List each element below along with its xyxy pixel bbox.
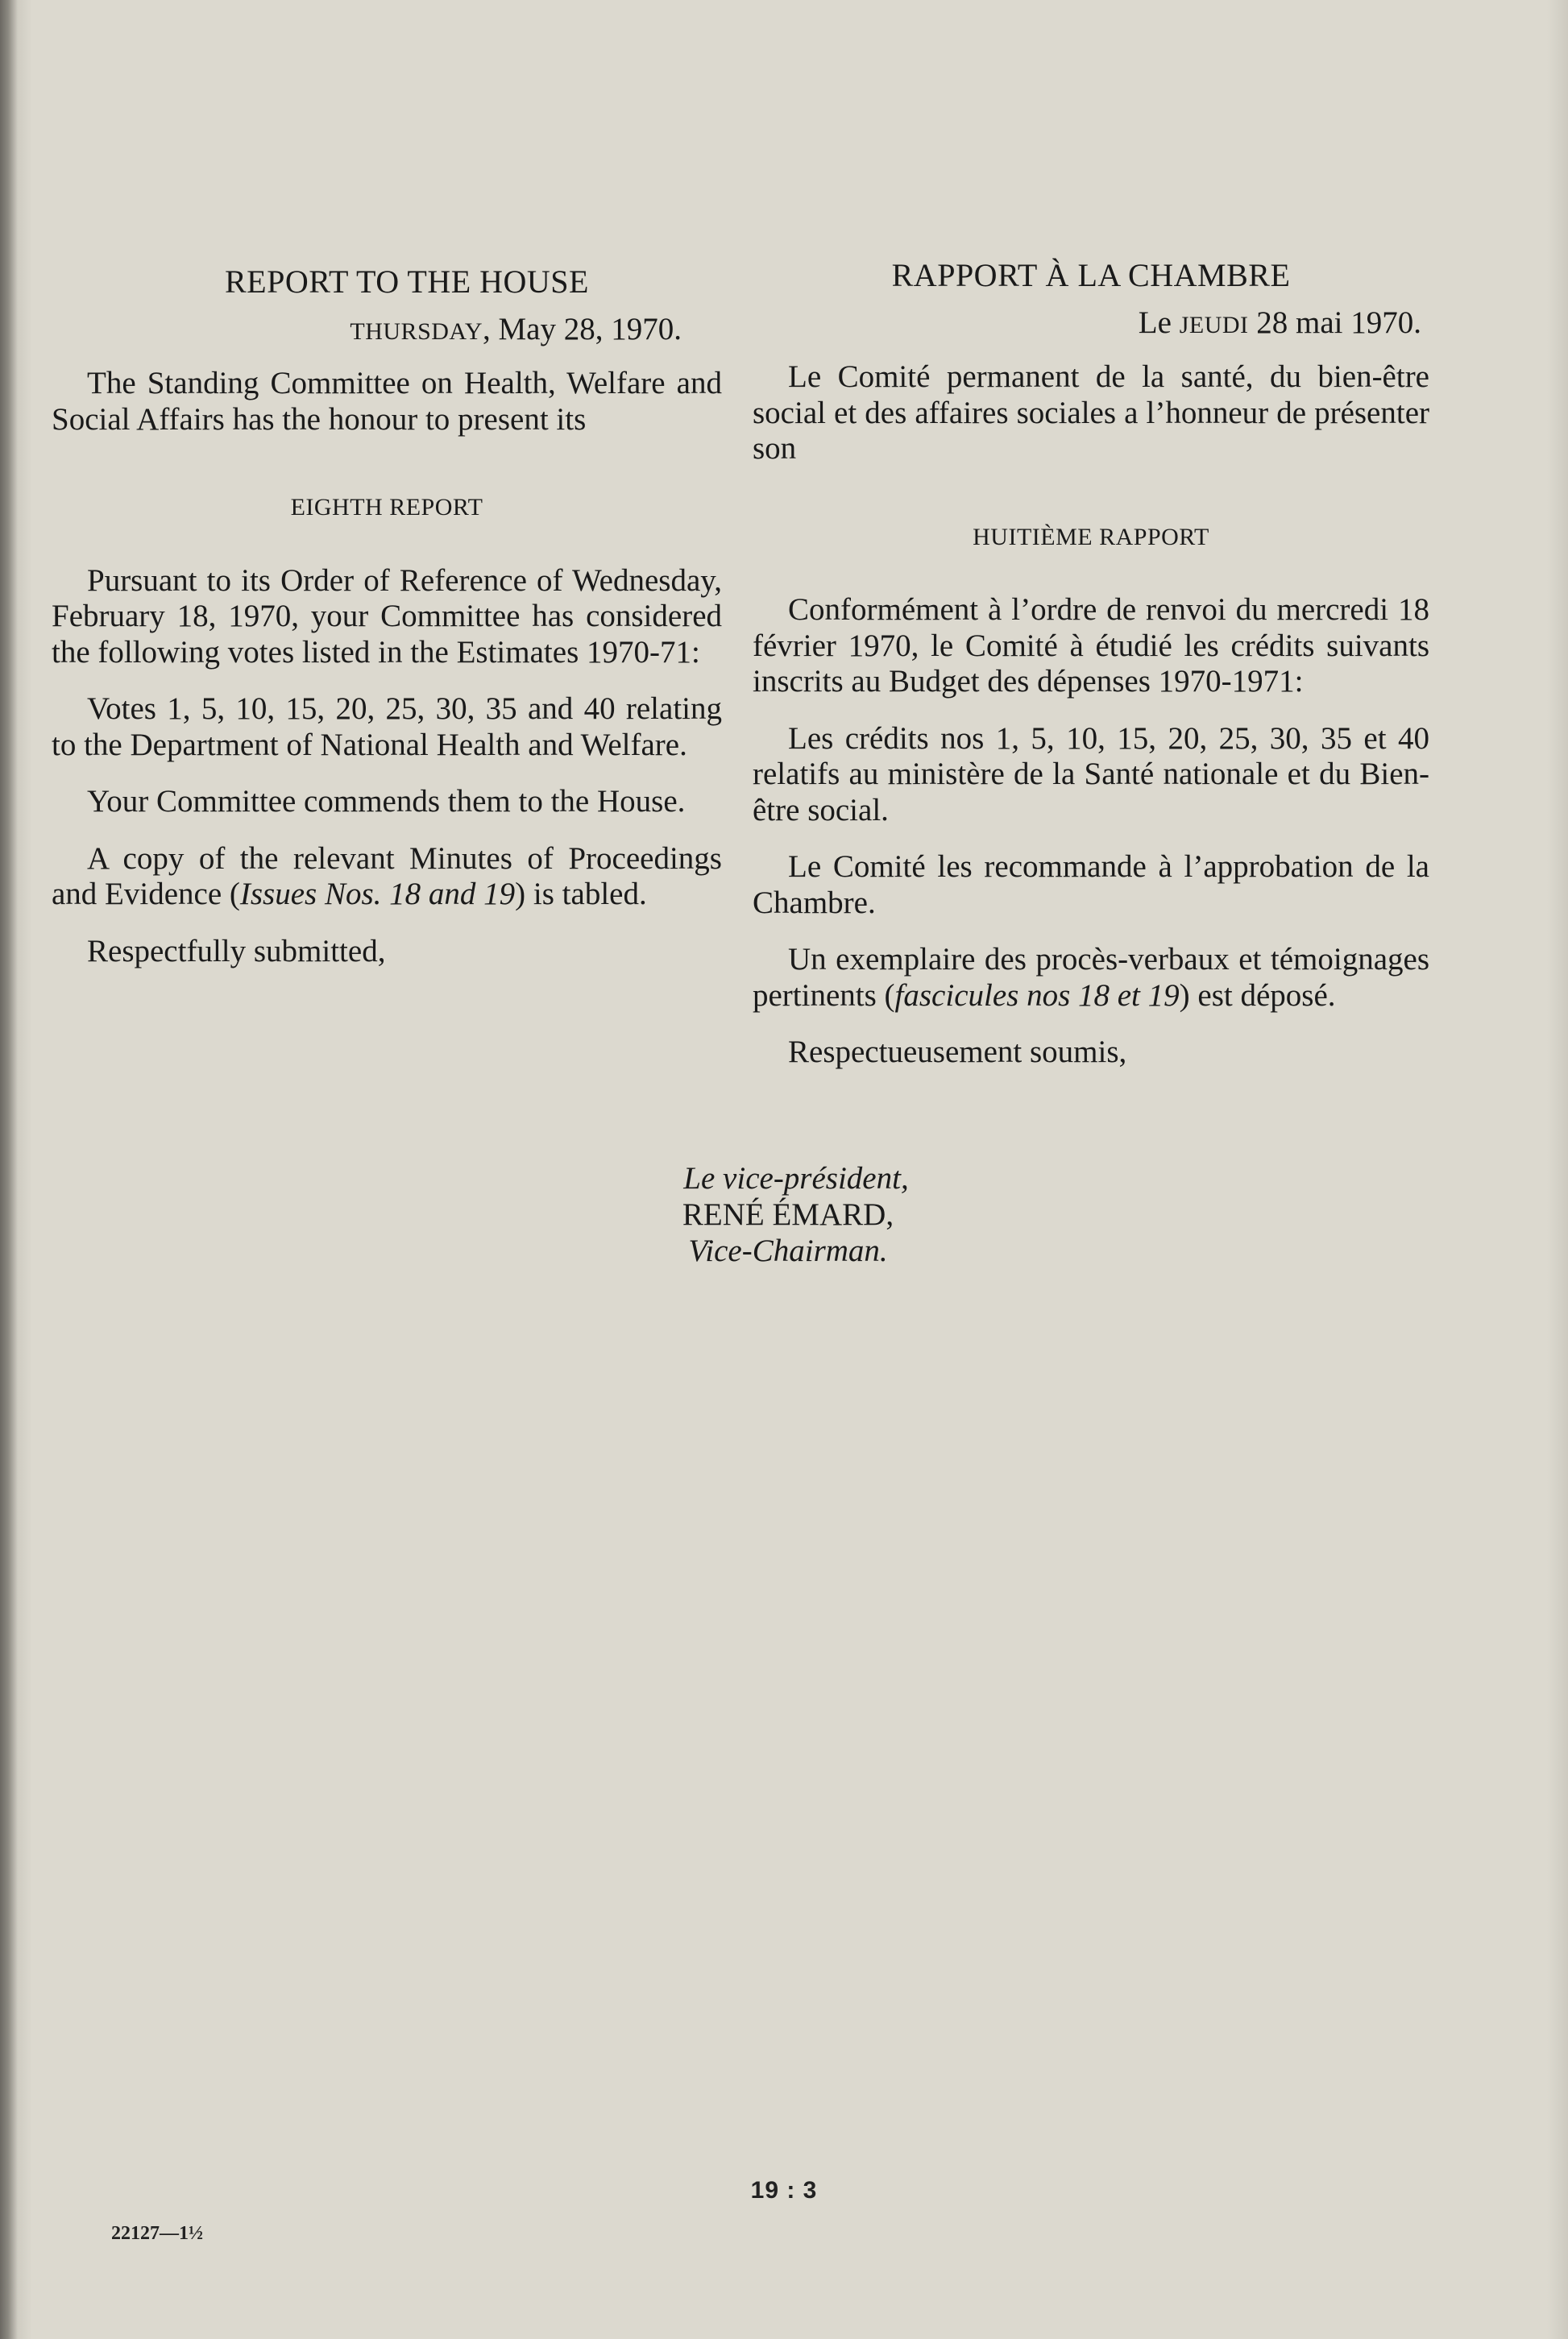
english-report-title: EIGHTH REPORT (290, 494, 483, 520)
french-copy-fascicules: fascicules nos 18 et 19 (894, 977, 1180, 1013)
english-reference: Pursuant to its Order of Reference of Wednesday, February 18, 1970, your Committee has considered the following votes listed in the Estimates 1970-71: (52, 562, 722, 670)
english-commends: Your Committee commends them to the House. (87, 784, 686, 819)
french-heading: RAPPORT À LA CHAMBRE (891, 257, 1291, 293)
english-copy-issues: Issues Nos. 18 and 19 (239, 877, 516, 911)
english-closing: Respectfully submitted, (87, 933, 386, 968)
signature-name: RENÉ ÉMARD, (682, 1197, 894, 1232)
signature-title-fr: Le vice-président, (683, 1161, 909, 1196)
french-column (753, 258, 1429, 1071)
french-reference: Conformément à l’ordre de renvoi du mercredi 18 février 1970, le Comité à étudié les crédits suivants inscrits au Budget des dépenses 1970-1971: (753, 592, 1429, 699)
english-copy: A copy of the relevant Minutes of Proceedings and Evidence (Issues Nos. 18 and 19) is tabled. (52, 840, 722, 911)
french-intro: Le Comité permanent de la santé, du bien-être social et des affaires sociales a l’honneur de présenter son (753, 359, 1429, 466)
french-closing: Respectueusement soumis, (788, 1035, 1127, 1069)
english-votes: Votes 1, 5, 10, 15, 20, 25, 30, 35 and 40 relating to the Department of National Health and Welfare. (52, 691, 722, 762)
english-date-day: THURSDAY (350, 317, 483, 345)
print-code: 22127—1½ (111, 2223, 203, 2244)
french-date: Le JEUDI 28 mai 1970. (1138, 305, 1421, 340)
french-copy: Un exemplaire des procès-verbaux et témoignages pertinents (fascicules nos 18 et 19) est déposé. (753, 942, 1429, 1013)
page-number: 19 : 3 (750, 2177, 818, 2204)
french-votes: Les crédits nos 1, 5, 10, 15, 20, 25, 30, 35 et 40 relatifs au ministère de la Santé nationale et du Bien-être social. (753, 720, 1429, 827)
signature-block (0, 1160, 1568, 1269)
english-intro: The Standing Committee on Health, Welfare and Social Affairs has the honour to present its (52, 366, 722, 437)
french-commends: Le Comité les recommande à l’approbation de la Chambre. (753, 849, 1429, 920)
english-date (52, 312, 722, 350)
french-date-day: JEUDI (1179, 311, 1249, 338)
english-column (52, 258, 722, 969)
signature-title-en: Vice-Chairman. (688, 1234, 888, 1268)
english-heading: REPORT TO THE HOUSE (225, 263, 589, 300)
english-date-rest: , May 28, 1970. (483, 311, 682, 346)
french-report-title: HUITIÈME RAPPORT (973, 523, 1209, 550)
